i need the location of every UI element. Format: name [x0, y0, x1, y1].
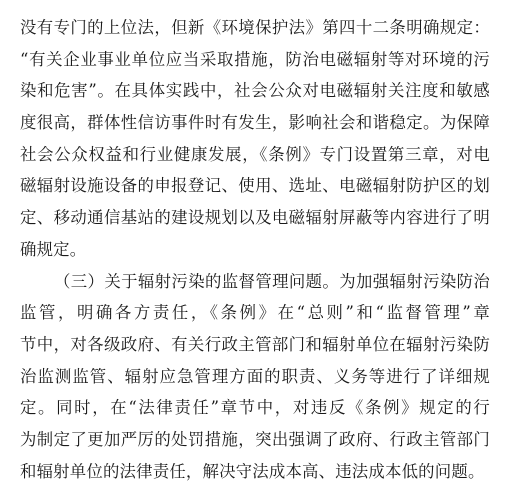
text-line: 染和危害”。在具体实践中，社会公众对电磁辐射关注度和敏感: [20, 81, 490, 101]
text-line: 监管，明确各方责任，《条例》在“总则”和“监督管理”章: [20, 303, 490, 323]
text-line: 治监测监管、辐射应急管理方面的职责、义务等进行了详细规: [20, 366, 490, 386]
text-line: 定。同时，在“法律责任”章节中，对违反《条例》规定的行: [20, 398, 490, 418]
paragraph-2: [20, 266, 490, 488]
text-line: “有关企业事业单位应当采取措施，防治电磁辐射等对环境的污: [20, 49, 490, 69]
text-line: 和辐射单位的法律责任，解决守法成本高、违法成本低的问题。: [20, 461, 485, 481]
text-line: 为制定了更加严厉的处罚措施，突出强调了政府、行政主管部门: [20, 429, 490, 449]
text-line: （三）关于辐射污染的监督管理问题。为加强辐射污染防治: [54, 271, 490, 291]
text-line: 度很高，群体性信访事件时有发生，影响社会和谐稳定。为保障: [20, 113, 490, 133]
text-line: 没有专门的上位法，但新《环境保护法》第四十二条明确规定：: [20, 18, 490, 37]
text-line: 定、移动通信基站的建设规划以及电磁辐射屏蔽等内容进行了明: [20, 208, 490, 228]
text-line: 节中，对各级政府、有关行政主管部门和辐射单位在辐射污染防: [20, 334, 490, 354]
text-line: 确规定。: [20, 239, 87, 259]
paragraph-1: [20, 12, 490, 266]
text-line: 磁辐射设施设备的申报登记、使用、选址、电磁辐射防护区的划: [20, 176, 490, 196]
text-line: 社会公众权益和行业健康发展，《条例》专门设置第三章，对电: [20, 144, 490, 164]
